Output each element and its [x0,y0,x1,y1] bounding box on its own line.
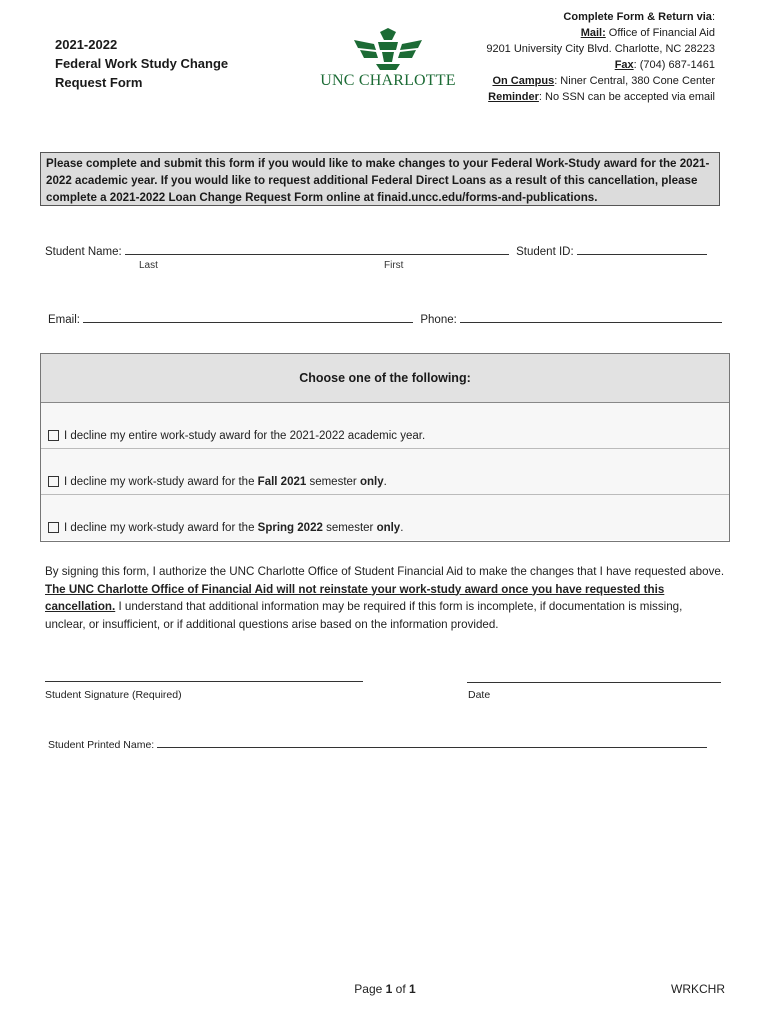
signature-line[interactable] [45,681,363,682]
last-name-caption: Last [139,260,158,271]
form-title-block [55,35,228,92]
choice-option-3-label: I decline my work-study award for the Spring 2022 semester only. [64,522,404,534]
student-id-field[interactable] [577,242,707,255]
unc-charlotte-logo [318,28,458,94]
choices-heading: Choose one of the following: [41,354,729,403]
authorization-paragraph: By signing this form, I authorize the UNC Charlotte Office of Student Financial Aid to make the changes that I have requested above. The UNC Charlotte Office of Financial Aid will not reinstate your work-study award once you have requested this cancellation. I understand that additional information may be required if this form is incomplete, if documentation is missing, unclear, or insufficient, or if additional questions arise based on the information provided. [45,565,725,631]
email-label: Email: [48,314,80,326]
checkbox-icon[interactable] [48,522,59,533]
first-name-caption: First [384,260,404,271]
phone-label: Phone: [420,314,457,326]
student-name-row [45,242,707,258]
contact-heading: Complete Form & Return via: [563,11,715,23]
logo-wordmark: UNC CHARLOTTE [320,72,456,89]
checkbox-icon[interactable] [48,430,59,441]
form-year: 2021-2022 [55,37,118,52]
student-name-field[interactable] [125,242,509,255]
printed-name-row [48,737,707,751]
choice-option-2-label: I decline my work-study award for the Fall 2021 semester only. [64,476,387,488]
email-field[interactable] [83,310,413,323]
notice-box: Please complete and submit this form if you would like to make changes to your Federal Work-Study award for the 2021-2022 academic year. If you would like to request additional Federal Direct Loans as a result of this cancellation, please complete a 2021-2022 Loan Change Request Form online at finaid.uncc.edu/forms-and-publications. [40,152,720,206]
choices-table [40,353,730,542]
choice-option-2[interactable] [41,449,729,495]
form-code: WRKCHR [671,982,725,996]
contact-reminder: Reminder: No SSN can be accepted via email [488,91,715,103]
student-name-label: Student Name: [45,246,122,258]
contact-address: 9201 University City Blvd. Charlotte, NC 28223 [486,43,715,55]
choice-option-1[interactable] [41,403,729,449]
date-label: Date [468,689,491,701]
contact-fields-row [48,310,722,326]
page-number: Page 1 of 1 [354,982,416,996]
choice-option-3[interactable] [41,495,729,540]
choice-option-1-label: I decline my entire work-study award for the 2021-2022 academic year. [64,430,426,442]
signature-label: Student Signature (Required) [45,689,182,701]
printed-name-label: Student Printed Name: [48,739,155,751]
contact-mail: Mail: Office of Financial Aid [580,27,715,39]
printed-name-field[interactable] [157,737,707,748]
form-title-line1: Federal Work Study Change [55,56,229,71]
date-line[interactable] [467,682,721,683]
contact-info [486,9,715,105]
contact-campus: On Campus: Niner Central, 380 Cone Center [492,75,715,87]
form-title-line2: Request Form [55,75,143,90]
contact-fax: Fax: (704) 687-1461 [614,59,715,71]
crown-icon [318,28,458,72]
student-id-label: Student ID: [516,246,574,258]
phone-field[interactable] [460,310,722,323]
checkbox-icon[interactable] [48,476,59,487]
